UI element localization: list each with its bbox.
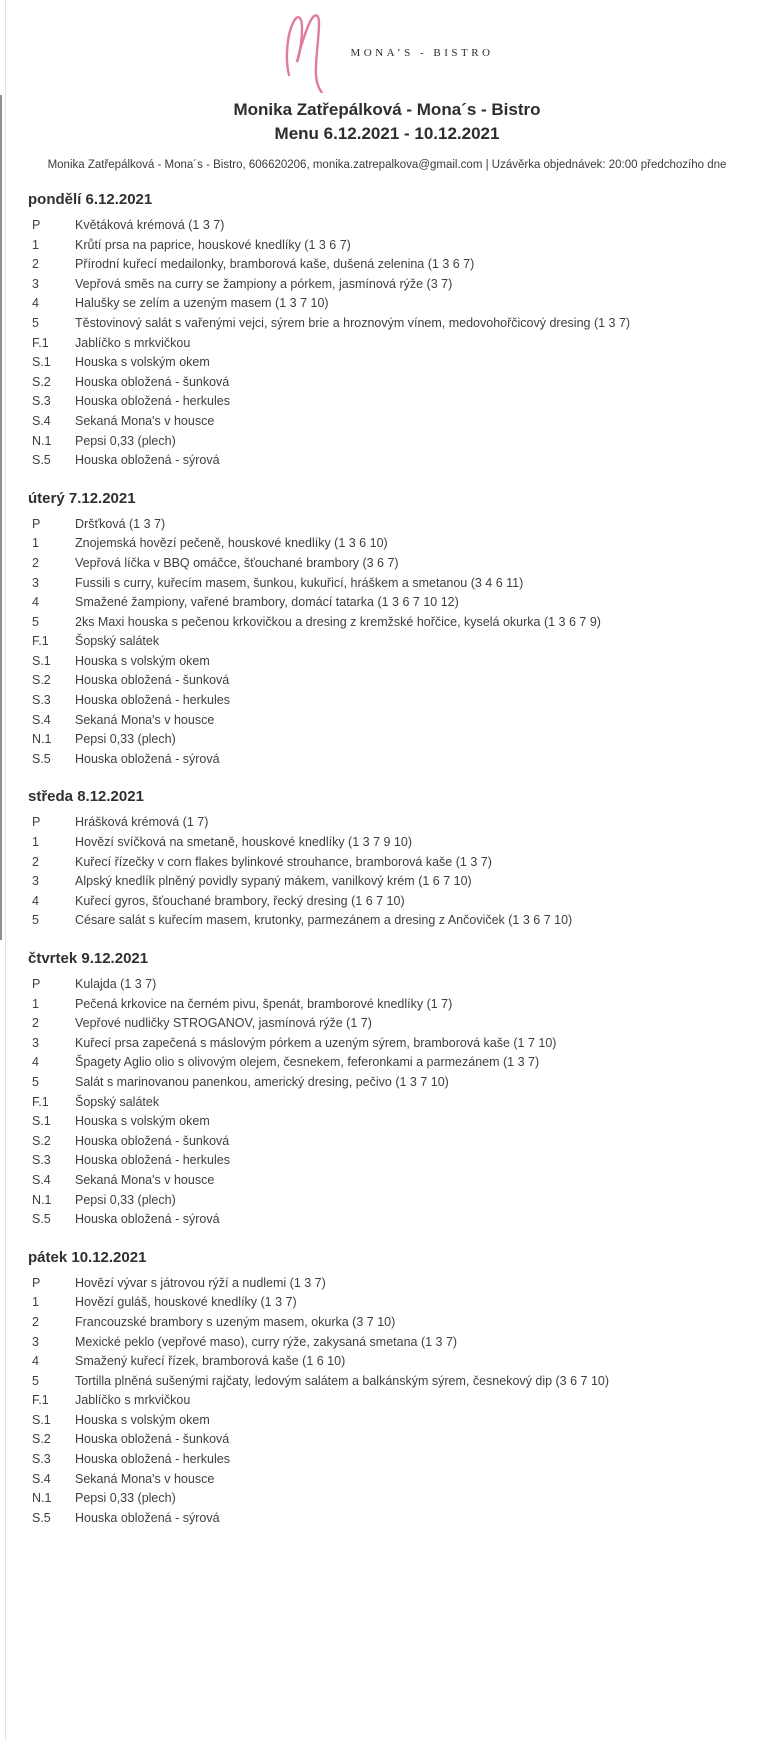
item-text: Houska obložená - herkules	[75, 394, 230, 409]
item-text: Sekaná Mona's v housce	[75, 712, 215, 727]
day-section	[28, 190, 774, 471]
menu-item-row	[28, 1313, 774, 1333]
item-text: Hovězí svíčková na smetaně, houskové knedlíky (1 3 7 9 10)	[75, 835, 412, 850]
item-label: P	[32, 977, 41, 991]
item-label: 1	[32, 536, 39, 551]
menu-item-row	[28, 1014, 774, 1034]
item-text: Kulajda (1 3 7)	[75, 977, 157, 991]
menu-item-row	[28, 1191, 774, 1211]
item-label: 5	[32, 1373, 39, 1388]
brand-text: MONA’S - BISTRO	[350, 47, 494, 59]
item-text: Fussili s curry, kuřecím masem, šunkou, kukuřicí, hráškem a smetanou (3 4 6 11)	[75, 575, 524, 590]
item-text: Špagety Aglio olio s olivovým olejem, česnekem, feferonkami a parmezánem (1 3 7)	[75, 1055, 540, 1070]
item-text: Houska obložená - herkules	[75, 1452, 230, 1467]
item-text: Tortilla plněná sušenými rajčaty, ledovým salátem a balkánským sýrem, česnekový dip (3 6 7 10)	[75, 1373, 610, 1388]
item-label: S.4	[32, 1172, 51, 1187]
item-label: 5	[32, 1074, 39, 1089]
item-text: Houska s volským okem	[75, 1412, 210, 1427]
item-text: Halušky se zelím a uzeným masem (1 3 7 10)	[75, 296, 329, 311]
item-label: S.3	[32, 394, 51, 409]
item-text: Šopský salátek	[75, 1094, 160, 1109]
item-label: S.5	[32, 453, 51, 468]
menu-item-row	[28, 892, 774, 912]
item-text: Znojemská hovězí pečeně, houskové knedlíky (1 3 6 10)	[75, 536, 388, 551]
item-label: S.1	[32, 355, 51, 370]
day-title: pondělí 6.12.2021	[28, 191, 153, 208]
item-label: 2	[32, 1016, 39, 1031]
item-label: N.1	[32, 433, 52, 448]
menu-item-row	[28, 1450, 774, 1470]
item-label: S.3	[32, 693, 51, 708]
item-label: S.4	[32, 712, 51, 727]
item-text: Pepsi 0,33 (plech)	[75, 433, 176, 448]
item-text: Sekaná Mona's v housce	[75, 413, 215, 428]
item-label: 1	[32, 1295, 39, 1310]
menu-item-row	[28, 833, 774, 853]
item-label: 3	[32, 276, 39, 291]
item-text: Šopský salátek	[75, 634, 160, 649]
menu-item-row	[28, 353, 774, 373]
menu-item-row	[28, 1112, 774, 1132]
item-label: P	[32, 1275, 41, 1290]
menu-item-row	[28, 334, 774, 354]
item-text: Krůtí prsa na paprice, houskové knedlíky (1 3 6 7)	[75, 237, 351, 252]
item-text: Houska obložená - šunková	[75, 1432, 230, 1447]
item-text: Alpský knedlík plněný povidly sypaný mákem, vanilkový krém (1 6 7 10)	[75, 874, 472, 889]
page-left-border	[5, 0, 6, 1740]
menu-item-row	[28, 1073, 774, 1093]
menu-item-row	[28, 1352, 774, 1372]
menu-item-row	[28, 1470, 774, 1490]
menu-item-row	[28, 255, 774, 275]
item-text: Houska obložená - herkules	[75, 1153, 230, 1168]
item-label: 3	[32, 874, 39, 889]
menu-item-row	[28, 412, 774, 432]
item-label: 2	[32, 854, 39, 869]
day-title: pátek 10.12.2021	[28, 1248, 147, 1266]
item-label: 5	[32, 913, 39, 928]
item-label: F.1	[32, 1094, 49, 1109]
item-label: N.1	[32, 1192, 52, 1207]
item-label: S.2	[32, 1133, 51, 1148]
menu-item-row	[28, 975, 774, 995]
menu-item-row	[28, 730, 774, 750]
day-section	[28, 787, 774, 931]
item-text: Hovězí guláš, houskové knedlíky (1 3 7)	[75, 1295, 297, 1310]
logo-m-icon	[281, 9, 337, 93]
menu-item-row	[28, 515, 774, 535]
item-label: 4	[32, 296, 39, 311]
item-label: 2	[32, 555, 39, 570]
menu-item-row	[28, 632, 774, 652]
menu-item-row	[28, 216, 774, 236]
item-label: 4	[32, 595, 39, 610]
contact-line: Monika Zatřepálková - Mona´s - Bistro, 606620206, monika.zatrepalkova@gmail.com | Uzávěrka objednávek: 20:00 předchozího dne	[47, 159, 727, 171]
item-label: S.4	[32, 1471, 51, 1486]
item-text: Jablíčko s mrkvičkou	[75, 1393, 191, 1408]
menu-item-row	[28, 1333, 774, 1353]
item-label: P	[32, 218, 41, 232]
item-text: Salát s marinovanou panenkou, americký dresing, pečivo (1 3 7 10)	[75, 1074, 449, 1089]
menu-item-row	[28, 1274, 774, 1294]
menu-item-row	[28, 711, 774, 731]
day-title: čtvrtek 9.12.2021	[28, 950, 149, 967]
item-label: S.2	[32, 1432, 51, 1447]
menu-item-row	[28, 554, 774, 574]
item-text: Houska s volským okem	[75, 653, 210, 668]
day-title: úterý 7.12.2021	[28, 489, 136, 507]
menu-item-row	[28, 1411, 774, 1431]
menu-item-row	[28, 750, 774, 770]
item-text: Francouzské brambory s uzeným masem, okurka (3 7 10)	[75, 1314, 396, 1329]
item-label: F.1	[32, 634, 49, 649]
day-section	[28, 949, 774, 1230]
item-text: Houska s volským okem	[75, 1114, 210, 1129]
item-text: Kuřecí gyros, šťouchané brambory, řecký dresing (1 6 7 10)	[75, 893, 405, 908]
item-text: Kuřecí prsa zapečená s máslovým pórkem a uzeným sýrem, bramborová kaše (1 7 10)	[75, 1035, 557, 1050]
item-label: 5	[32, 315, 39, 330]
item-text: Mexické peklo (vepřové maso), curry rýže, zakysaná smetana (1 3 7)	[75, 1334, 458, 1349]
item-label: S.2	[32, 673, 51, 688]
item-text: Pepsi 0,33 (plech)	[75, 1491, 176, 1506]
item-text: Vepřové nudličky STROGANOV, jasmínová rýže (1 7)	[75, 1016, 372, 1031]
menu-item-row	[28, 574, 774, 594]
menu-item-row	[28, 995, 774, 1015]
menu-item-row	[28, 1509, 774, 1529]
item-text: Pepsi 0,33 (plech)	[75, 732, 176, 747]
item-label: S.5	[32, 1510, 51, 1525]
menu-item-row	[28, 451, 774, 471]
menu-item-row	[28, 275, 774, 295]
menu-item-row	[28, 1034, 774, 1054]
item-text: 2ks Maxi houska s pečenou krkovičkou a dresing z kremžské hořčice, kyselá okurka (1 3 6 7 9)	[75, 614, 601, 629]
menu-item-row	[28, 911, 774, 931]
item-text: Hrášková krémová (1 7)	[75, 815, 209, 830]
item-label: 4	[32, 1354, 39, 1369]
item-label: 4	[32, 893, 39, 908]
item-label: F.1	[32, 335, 49, 350]
item-label: S.5	[32, 1212, 51, 1227]
menu-item-row	[28, 593, 774, 613]
item-text: Smažené žampiony, vařené brambory, domácí tatarka (1 3 6 7 10 12)	[75, 595, 459, 610]
menu-item-row	[28, 236, 774, 256]
item-text: Houska s volským okem	[75, 355, 210, 370]
item-label: 5	[32, 614, 39, 629]
menu-item-row	[28, 373, 774, 393]
menu-item-row	[28, 1171, 774, 1191]
item-text: Přírodní kuřecí medailonky, bramborová kaše, dušená zelenina (1 3 6 7)	[75, 257, 475, 272]
item-label: 3	[32, 575, 39, 590]
item-text: Sekaná Mona's v housce	[75, 1471, 215, 1486]
menu-item-row	[28, 853, 774, 873]
item-label: 1	[32, 237, 39, 252]
scrollbar-thumb[interactable]	[0, 95, 2, 940]
item-label: P	[32, 815, 41, 830]
menu-item-row	[28, 1093, 774, 1113]
menu-item-row	[28, 1489, 774, 1509]
day-section	[28, 1248, 774, 1529]
item-label: 2	[32, 1314, 39, 1329]
menu-date-range: Menu 6.12.2021 - 10.12.2021	[274, 124, 500, 143]
item-text: Smažený kuřecí řízek, bramborová kaše (1 6 10)	[75, 1354, 346, 1369]
item-label: S.4	[32, 413, 51, 428]
menu-item-row	[28, 671, 774, 691]
item-label: S.1	[32, 1114, 51, 1129]
menu-item-row	[28, 432, 774, 452]
menu-item-row	[28, 1151, 774, 1171]
day-title: středa 8.12.2021	[28, 788, 144, 806]
menu-item-row	[28, 872, 774, 892]
day-items	[28, 813, 774, 931]
item-label: P	[32, 516, 41, 531]
item-text: Pepsi 0,33 (plech)	[75, 1192, 176, 1207]
item-label: S.1	[32, 1412, 51, 1427]
item-label: F.1	[32, 1393, 49, 1408]
menu-item-row	[28, 1053, 774, 1073]
item-label: 4	[32, 1055, 39, 1070]
page-title: Monika Zatřepálková - Mona´s - Bistro	[233, 100, 541, 119]
menu-item-row	[28, 1430, 774, 1450]
item-label: S.1	[32, 653, 51, 668]
item-label: S.3	[32, 1153, 51, 1168]
menu-item-row	[28, 652, 774, 672]
item-text: Jablíčko s mrkvičkou	[75, 335, 191, 350]
menu-item-row	[28, 813, 774, 833]
brand-logo	[0, 10, 774, 92]
item-text: Květáková krémová (1 3 7)	[75, 218, 225, 232]
day-items	[28, 216, 774, 471]
item-text: Houska obložená - sýrová	[75, 453, 220, 468]
item-text: Sekaná Mona's v housce	[75, 1172, 215, 1187]
item-text: Vepřová směs na curry se žampiony a pórkem, jasmínová rýže (3 7)	[75, 276, 453, 291]
item-text: Houska obložená - sýrová	[75, 1510, 220, 1525]
item-label: S.2	[32, 374, 51, 389]
item-label: 1	[32, 996, 39, 1011]
item-text: Dršťková (1 3 7)	[75, 516, 166, 531]
menu-item-row	[28, 1372, 774, 1392]
menu-item-row	[28, 392, 774, 412]
menu-item-row	[28, 1293, 774, 1313]
item-text: Houska obložená - sýrová	[75, 751, 220, 766]
item-label: 3	[32, 1334, 39, 1349]
item-text: Vepřová líčka v BBQ omáčce, šťouchané brambory (3 6 7)	[75, 555, 399, 570]
day-items	[28, 1274, 774, 1529]
menu-item-row	[28, 1210, 774, 1230]
menu-item-row	[28, 691, 774, 711]
item-text: Houska obložená - herkules	[75, 693, 230, 708]
item-label: S.3	[32, 1452, 51, 1467]
item-label: 3	[32, 1035, 39, 1050]
menu-days	[0, 190, 774, 1528]
item-label: S.5	[32, 751, 51, 766]
menu-item-row	[28, 534, 774, 554]
item-label: 1	[32, 835, 39, 850]
menu-item-row	[28, 1391, 774, 1411]
day-items	[28, 515, 774, 770]
item-text: Houska obložená - sýrová	[75, 1212, 220, 1227]
day-section	[28, 489, 774, 770]
document-header	[0, 0, 774, 173]
item-label: N.1	[32, 732, 52, 747]
item-label: N.1	[32, 1491, 52, 1506]
menu-item-row	[28, 294, 774, 314]
item-label: 2	[32, 257, 39, 272]
menu-item-row	[28, 314, 774, 334]
item-text: Houska obložená - šunková	[75, 673, 230, 688]
menu-item-row	[28, 1132, 774, 1152]
day-items	[28, 975, 774, 1230]
item-text: Césare salát s kuřecím masem, krutonky, parmezánem a dresing z Ančoviček (1 3 6 7 10)	[75, 913, 573, 928]
item-text: Těstovinový salát s vařenými vejci, sýrem brie a hroznovým vínem, medovohořčicový dresing (1 3 7)	[75, 315, 631, 330]
item-text: Hovězí vývar s játrovou rýží a nudlemi (1 3 7)	[75, 1275, 326, 1290]
item-text: Kuřecí řízečky v corn flakes bylinkové strouhance, bramborová kaše (1 3 7)	[75, 854, 492, 869]
item-text: Houska obložená - šunková	[75, 374, 230, 389]
item-text: Pečená krkovice na černém pivu, špenát, bramborové knedlíky (1 7)	[75, 996, 453, 1011]
menu-item-row	[28, 613, 774, 633]
item-text: Houska obložená - šunková	[75, 1133, 230, 1148]
